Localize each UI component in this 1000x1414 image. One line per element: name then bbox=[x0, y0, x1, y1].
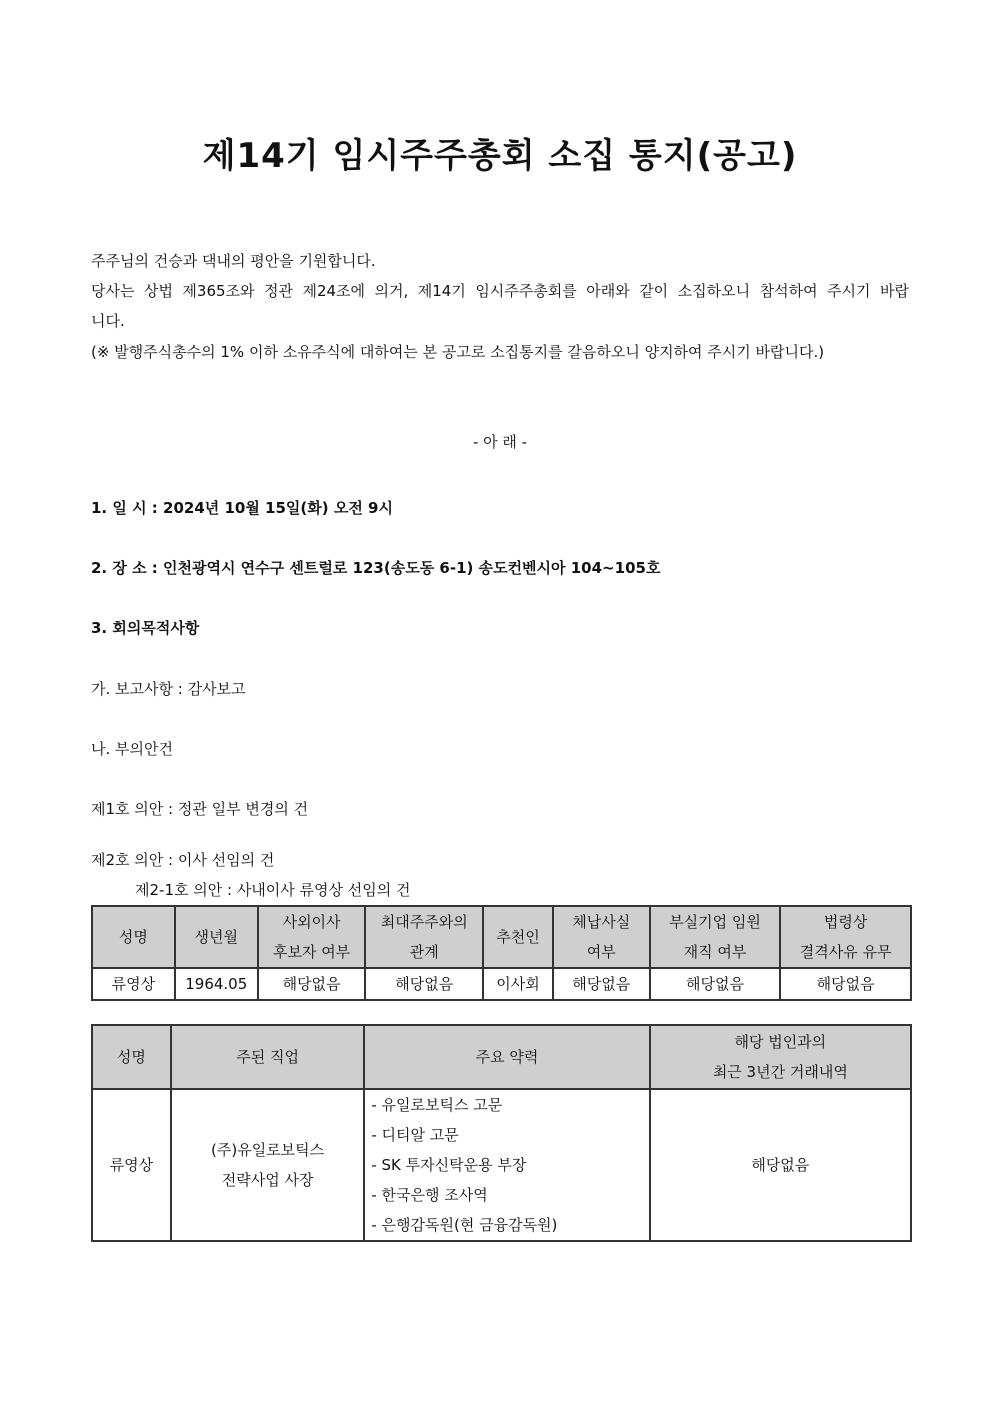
report-item: 가. 보고사항 : 감사보고 bbox=[91, 680, 246, 698]
list-item: - 은행감독원(현 금융감독원) bbox=[371, 1216, 558, 1234]
header-outside-director: 사외이사 후보자 여부 bbox=[258, 906, 366, 968]
agenda-item-1: 제1호 의안 : 정관 일부 변경의 건 bbox=[91, 800, 309, 818]
cell-tax-arrears: 해당없음 bbox=[553, 968, 650, 1000]
cell-transactions: 해당없음 bbox=[650, 1089, 911, 1241]
list-item: - 한국은행 조사역 bbox=[371, 1186, 488, 1204]
below-heading: - 아 래 - bbox=[472, 433, 528, 451]
agenda-item-2-1: 제2-1호 의안 : 사내이사 류영상 선임의 건 bbox=[135, 881, 411, 899]
intro-note: (※ 발행주식총수의 1% 이하 소유주식에 대하여는 본 공고로 소집통지를 갈음하오니 양지하여 주시기 바랍니다.) bbox=[91, 343, 825, 361]
header-transactions: 해당 법인과의 최근 3년간 거래내역 bbox=[650, 1025, 911, 1089]
cell-major-shareholder: 해당없음 bbox=[365, 968, 483, 1000]
candidate-career-table bbox=[91, 1024, 912, 1242]
agenda-heading: 나. 부의안건 bbox=[91, 740, 173, 758]
agenda-item-2: 제2호 의안 : 이사 선임의 건 bbox=[91, 851, 275, 869]
header-occupation: 주된 직업 bbox=[171, 1025, 365, 1089]
cell-outside-director: 해당없음 bbox=[258, 968, 366, 1000]
header-birth: 생년월 bbox=[175, 906, 258, 968]
meeting-date: 1. 일 시 : 2024년 10월 15일(화) 오전 9시 bbox=[91, 499, 393, 517]
table-header-row bbox=[92, 1025, 911, 1089]
cell-occupation: (주)유일로보틱스 전략사업 사장 bbox=[171, 1089, 365, 1241]
cell-career bbox=[364, 1089, 649, 1241]
page-title: 제14기 임시주주총회 소집 통지(공고) bbox=[202, 136, 798, 176]
cell-name: 류영상 bbox=[92, 1089, 171, 1241]
table-row bbox=[92, 968, 911, 1000]
meeting-place: 2. 장 소 : 인천광역시 연수구 센트럴로 123(송도동 6-1) 송도컨벤시아 104~105호 bbox=[91, 559, 661, 577]
list-item: - 유일로보틱스 고문 bbox=[371, 1096, 503, 1114]
candidate-summary-table bbox=[91, 905, 912, 1001]
cell-birth: 1964.05 bbox=[175, 968, 258, 1000]
cell-insolvent-company: 해당없음 bbox=[650, 968, 781, 1000]
header-tax-arrears: 체납사실 여부 bbox=[553, 906, 650, 968]
header-disqualification: 법령상 결격사유 유무 bbox=[780, 906, 911, 968]
meeting-purpose-heading: 3. 회의목적사항 bbox=[91, 619, 200, 637]
cell-recommender: 이사회 bbox=[483, 968, 553, 1000]
table-header-row bbox=[92, 906, 911, 968]
intro-body-line1: 당사는 상법 제365조와 정관 제24조에 의거, 제14기 임시주주총회를 아래와 같이 소집하오니 참석하여 주시기 바랍 bbox=[91, 282, 909, 300]
header-career: 주요 약력 bbox=[364, 1025, 649, 1089]
cell-name: 류영상 bbox=[92, 968, 175, 1000]
cell-disqualification: 해당없음 bbox=[780, 968, 911, 1000]
header-insolvent-company: 부실기업 임원 재직 여부 bbox=[650, 906, 781, 968]
header-name: 성명 bbox=[92, 906, 175, 968]
intro-body-line2: 니다. bbox=[91, 312, 125, 330]
header-name: 성명 bbox=[92, 1025, 171, 1089]
table-row bbox=[92, 1089, 911, 1241]
list-item: - SK 투자신탁운용 부장 bbox=[371, 1156, 527, 1174]
list-item: - 디티알 고문 bbox=[371, 1126, 459, 1144]
header-recommender: 추천인 bbox=[483, 906, 553, 968]
greeting-text: 주주님의 건승과 댁내의 평안을 기원합니다. bbox=[91, 252, 376, 270]
header-major-shareholder: 최대주주와의 관계 bbox=[365, 906, 483, 968]
